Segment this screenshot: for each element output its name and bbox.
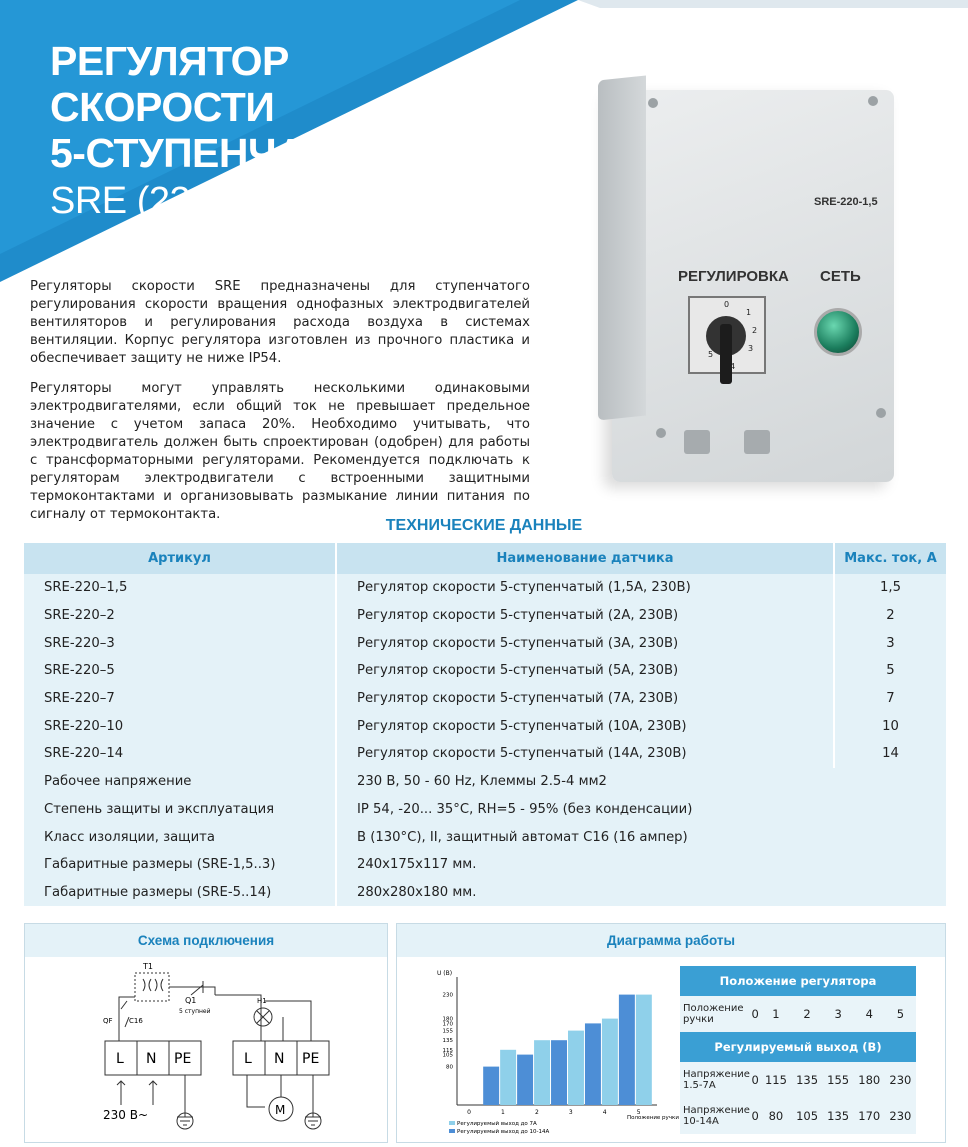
param-value: 230 В, 50 - 60 Hz, Клеммы 2.5-4 мм2 xyxy=(336,768,947,796)
article-cell: SRE-220–10 xyxy=(24,712,336,740)
input-arrow-icon xyxy=(117,1081,157,1105)
dial-mark: 4 xyxy=(730,362,736,371)
dial-mark: 0 xyxy=(724,300,730,309)
param-name: Габаритные размеры (SRE-5..14) xyxy=(24,879,336,907)
tech-data-table xyxy=(24,543,948,906)
output-header: Регулируемый выход (В) xyxy=(680,1032,916,1062)
q1-sublabel: 5 ступней xyxy=(179,1008,211,1015)
voltage-label: Напряжение 1.5-7А xyxy=(680,1062,750,1098)
name-cell: Регулятор скорости 5-ступенчатый (14А, 230В) xyxy=(336,740,834,768)
current-cell: 10 xyxy=(834,712,947,740)
position-cell: 1 xyxy=(760,996,791,1032)
name-cell: Регулятор скорости 5-ступенчатый (5А, 230В) xyxy=(336,657,834,685)
current-cell: 1,5 xyxy=(834,574,947,602)
switch-icon xyxy=(191,981,203,995)
position-cell: 0 xyxy=(750,996,760,1032)
cable-gland-icon xyxy=(684,430,710,454)
legend-swatch-2 xyxy=(449,1129,455,1133)
dial-mark: 5 xyxy=(708,350,714,359)
screw-icon xyxy=(656,428,666,438)
page-title xyxy=(50,38,397,224)
voltage-cell: 115 xyxy=(760,1062,791,1098)
qf-label: QF xyxy=(103,1017,113,1025)
param-value: 240x175x117 мм. xyxy=(336,851,947,879)
screw-icon xyxy=(648,98,658,108)
position-table-header: Положение регулятора xyxy=(680,966,916,996)
bar-series2 xyxy=(551,1040,567,1105)
table-row xyxy=(24,712,947,740)
voltage-cell: 180 xyxy=(854,1062,885,1098)
article-cell: SRE-220–14 xyxy=(24,740,336,768)
voltage-cell: 155 xyxy=(823,1062,854,1098)
y-tick-label: 170 xyxy=(442,1021,453,1028)
column-header: Макс. ток, А xyxy=(834,543,947,574)
x-tick-label: 2 xyxy=(534,1109,539,1116)
wiring-diagram xyxy=(25,957,387,1143)
bar-series1 xyxy=(534,1040,550,1105)
x-tick-label: 0 xyxy=(467,1109,471,1116)
position-label: Положение ручки xyxy=(680,996,750,1032)
bar-series1 xyxy=(500,1050,516,1105)
screw-icon xyxy=(876,408,886,418)
terminal-label: L xyxy=(116,1051,124,1067)
supply-label: 230 В~ xyxy=(103,1108,149,1122)
x-axis-label: Положение ручки xyxy=(627,1115,679,1121)
transformer-icon xyxy=(135,973,169,1001)
voltage-cell: 135 xyxy=(823,1098,854,1134)
bar-series1 xyxy=(636,995,652,1105)
param-name: Класс изоляции, защита xyxy=(24,823,336,851)
cable-gland-icon xyxy=(744,430,770,454)
terminal-label: PE xyxy=(302,1051,320,1067)
current-cell: 14 xyxy=(834,740,947,768)
legend-swatch-1 xyxy=(449,1121,455,1125)
table-row xyxy=(24,629,947,657)
device-housing xyxy=(612,90,894,482)
terminal-label: L xyxy=(244,1051,252,1067)
ground-icon xyxy=(305,1117,321,1125)
param-name: Степень защиты и эксплуатация xyxy=(24,796,336,824)
voltage-cell: 0 xyxy=(750,1062,760,1098)
current-cell: 2 xyxy=(834,602,947,630)
param-value: 280x280x180 мм. xyxy=(336,879,947,907)
y-tick-label: 105 xyxy=(442,1052,453,1059)
article-cell: SRE-220–2 xyxy=(24,602,336,630)
table-row xyxy=(680,1098,916,1134)
device-label-network: СЕТЬ xyxy=(820,268,861,285)
intro-paragraph-1: Регуляторы скорости SRE предназначены для ступенчатого регулирования скорости вращения однофазных электродвигателей вентиляторов и регулирования расхода воздуха в системах вентиляции. Корпус регулятора изготовлен из прочного пластика и обеспечивает защиту не ниже IP54. xyxy=(30,279,530,366)
article-cell: SRE-220–7 xyxy=(24,685,336,713)
name-cell: Регулятор скорости 5-ступенчатый (7А, 230В) xyxy=(336,685,834,713)
wiring-title: Схема подключения xyxy=(25,924,387,957)
ground-icon xyxy=(177,1075,193,1125)
wiring-panel xyxy=(24,923,388,1143)
table-row xyxy=(680,1062,916,1098)
q1-label: Q1 xyxy=(185,996,197,1005)
bar-series2 xyxy=(619,995,635,1105)
x-tick-label: 1 xyxy=(501,1109,505,1116)
diagram-title: Диаграмма работы xyxy=(397,924,945,957)
title-line-4: SRE (220В) xyxy=(50,180,248,222)
name-cell: Регулятор скорости 5-ступенчатый (3А, 230В) xyxy=(336,629,834,657)
device-image xyxy=(598,68,910,450)
x-tick-label: 4 xyxy=(602,1109,607,1116)
current-cell: 5 xyxy=(834,657,947,685)
screw-icon xyxy=(868,96,878,106)
y-axis-label: U (В) xyxy=(437,970,453,977)
table-row xyxy=(24,685,947,713)
dial-mark: 1 xyxy=(746,308,752,317)
name-cell: Регулятор скорости 5-ступенчатый (10А, 230В) xyxy=(336,712,834,740)
x-tick-label: 5 xyxy=(636,1109,641,1116)
param-value: IP 54, -20... 35°C, RH=5 - 95% (без конденсации) xyxy=(336,796,947,824)
table-row xyxy=(680,996,916,1032)
motor-label: M xyxy=(275,1103,286,1117)
voltage-cell: 135 xyxy=(791,1062,822,1098)
x-tick-label: 3 xyxy=(568,1109,573,1116)
y-tick-label: 115 xyxy=(442,1047,453,1054)
bar-series2 xyxy=(517,1055,533,1105)
lamp-cross-icon xyxy=(257,1011,269,1023)
position-cell: 4 xyxy=(854,996,885,1032)
legend-label-1: Регулируемый выход до 7А xyxy=(457,1121,537,1127)
coil-icon xyxy=(143,979,163,991)
table-row xyxy=(24,574,947,602)
terminal-label: PE xyxy=(174,1051,192,1067)
table-row xyxy=(24,851,947,879)
terminal-label: N xyxy=(146,1051,157,1067)
device-model-label: SRE-220-1,5 xyxy=(814,196,878,208)
table-row xyxy=(24,823,947,851)
voltage-cell: 230 xyxy=(885,1098,916,1134)
dial-mark: 3 xyxy=(748,344,754,353)
title-line-1: РЕГУЛЯТОР xyxy=(50,38,289,84)
column-header: Наименование датчика xyxy=(336,543,834,574)
article-cell: SRE-220–1,5 xyxy=(24,574,336,602)
dial-mark: 2 xyxy=(752,326,758,335)
voltage-cell: 0 xyxy=(750,1098,760,1134)
article-cell: SRE-220–3 xyxy=(24,629,336,657)
article-cell: SRE-220–5 xyxy=(24,657,336,685)
table-row xyxy=(24,657,947,685)
bar-series2 xyxy=(483,1067,499,1105)
table-row xyxy=(24,740,947,768)
dial-handle-icon xyxy=(720,324,732,384)
t1-label: T1 xyxy=(143,962,153,971)
h1-label: H1 xyxy=(257,997,267,1005)
title-line-3: 5-СТУПЕНЧАТЫЙ xyxy=(50,130,397,176)
position-cell: 5 xyxy=(885,996,916,1032)
bar-series1 xyxy=(568,1031,584,1105)
name-cell: Регулятор скорости 5-ступенчатый (2А, 230В) xyxy=(336,602,834,630)
position-table xyxy=(680,966,916,1134)
voltage-chart xyxy=(397,957,679,1143)
intro-paragraph-2: Регуляторы могут управлять несколькими одинаковыми электродвигателями, если общий ток не превышает предельное значение с учетом запаса 20%. Необходимо учитывать, что электродвигатель должен быть спроектирован (одобрен) для работы с трансформаторными регуляторами. Рекомендуется подключать к регуляторам электродвигатели с встроенными защитными термоконтактами и организовывать размыкание линии питания по сигналу от термоконтакта. xyxy=(30,381,530,522)
param-value: B (130°C), II, защитный автомат C16 (16 ампер) xyxy=(336,823,947,851)
intro-text xyxy=(30,278,530,536)
table-row xyxy=(24,602,947,630)
device-label-regulation: РЕГУЛИРОВКА xyxy=(678,268,789,285)
table-row xyxy=(24,768,947,796)
y-tick-label: 180 xyxy=(442,1016,453,1023)
table-header-row xyxy=(24,543,947,574)
column-header: Артикул xyxy=(24,543,336,574)
y-tick-label: 155 xyxy=(442,1028,453,1035)
legend-label-2: Регулируемый выход до 10-14А xyxy=(457,1129,550,1135)
name-cell: Регулятор скорости 5-ступенчатый (1,5А, 230В) xyxy=(336,574,834,602)
c16-label: C16 xyxy=(129,1017,143,1025)
title-line-2: СКОРОСТИ xyxy=(50,84,275,130)
param-name: Рабочее напряжение xyxy=(24,768,336,796)
voltage-cell: 80 xyxy=(760,1098,791,1134)
bar-series1 xyxy=(602,1019,618,1105)
breaker-icon xyxy=(121,1001,129,1027)
y-tick-label: 135 xyxy=(442,1038,453,1045)
table-row xyxy=(24,879,947,907)
current-cell: 7 xyxy=(834,685,947,713)
voltage-cell: 105 xyxy=(791,1098,822,1134)
power-lamp-icon xyxy=(814,308,862,356)
current-cell: 3 xyxy=(834,629,947,657)
tech-data-title: ТЕХНИЧЕСКИЕ ДАННЫЕ xyxy=(385,517,583,534)
voltage-cell: 230 xyxy=(885,1062,916,1098)
position-cell: 2 xyxy=(791,996,822,1032)
voltage-label: Напряжение 10-14А xyxy=(680,1098,750,1134)
y-tick-label: 80 xyxy=(446,1064,453,1071)
voltage-cell: 170 xyxy=(854,1098,885,1134)
y-tick-label: 230 xyxy=(442,992,453,999)
terminal-label: N xyxy=(274,1051,285,1067)
bar-series2 xyxy=(585,1023,601,1105)
position-cell: 3 xyxy=(823,996,854,1032)
wire xyxy=(119,987,311,1041)
param-name: Габаритные размеры (SRE-1,5..3) xyxy=(24,851,336,879)
device-side xyxy=(598,75,646,420)
table-row xyxy=(24,796,947,824)
